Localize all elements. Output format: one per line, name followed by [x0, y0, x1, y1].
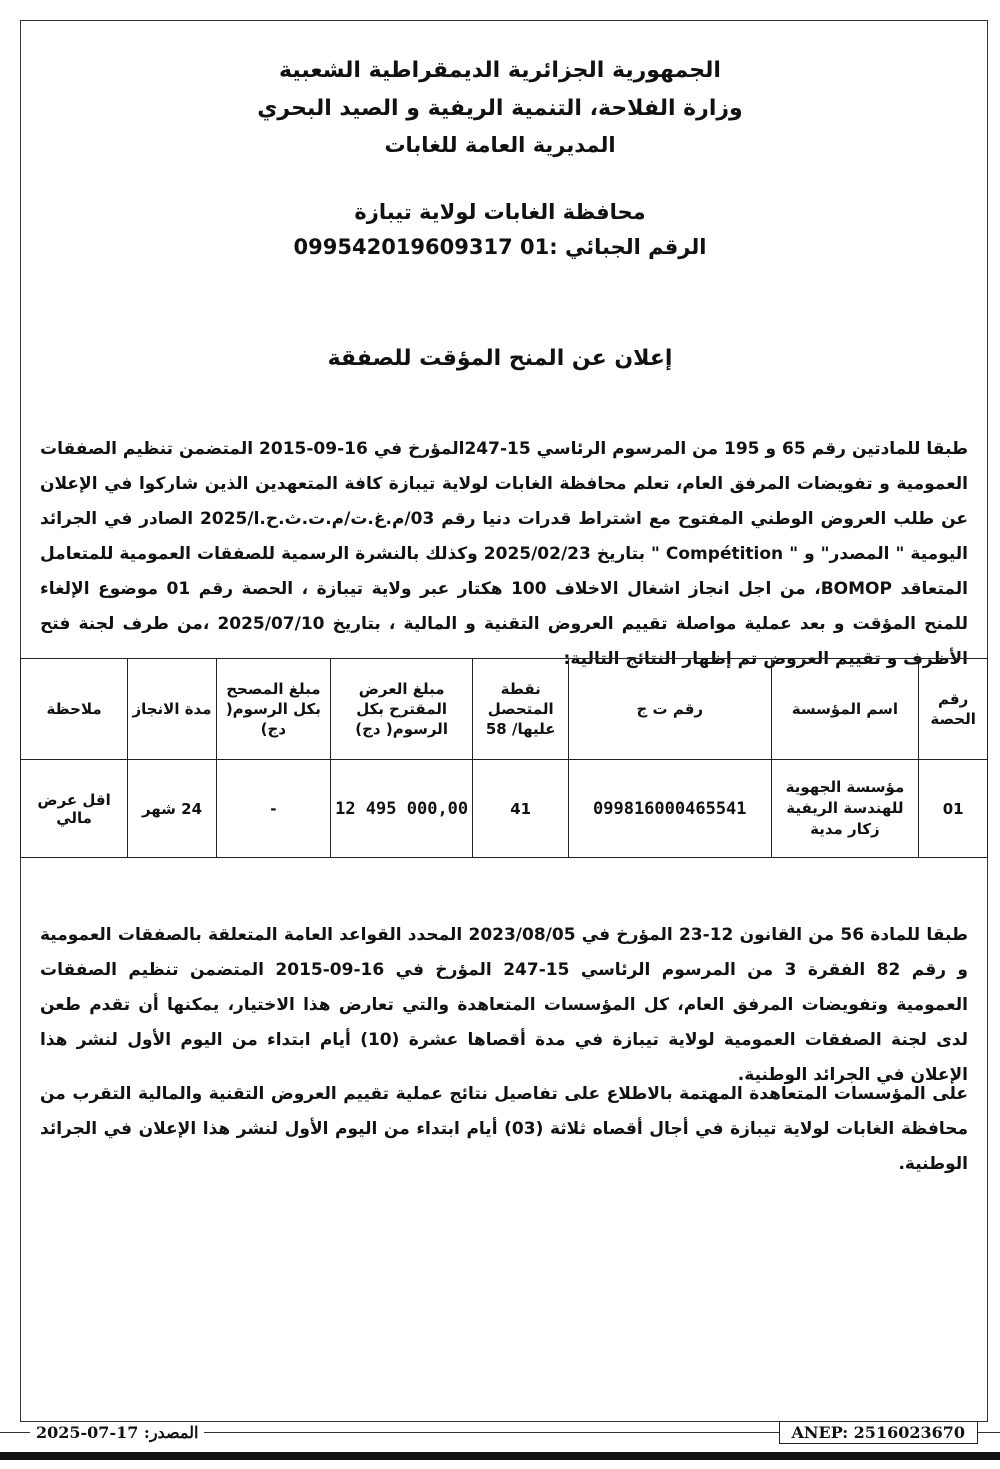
- footer-source: المصدر: 17-07-2025: [30, 1423, 204, 1442]
- page-title: إعلان عن المنح المؤقت للصفقة: [327, 346, 673, 371]
- header-directorate: المديرية العامة للغابات: [384, 133, 616, 157]
- table-header-row: [21, 659, 988, 760]
- intro-paragraph: طبقا للمادتين رقم 65 و 195 من المرسوم الرئاسي 15-247المؤرخ في 16-09-2015 المتضمن تنظيم الصفقات العمومية و تفويضات المرفق العام، تعلم محافظة الغابات لولاية تيبازة كافة المتعهدين الذين شاركوا في الإعلان عن طلب العروض الوطني المفتوح مع اشتراط قدرات دنيا رقم 03/م.غ.ت/م.ت.ث.ح.ا/2025 الصادر في الجرائد اليومية " المصدر" و " Compétition " بتاريخ 2025/02/23 وكذلك بالنشرة الرسمية للصفقات العمومية للمتعامل المتعاقد BOMOP، من اجل انجاز اشغال الاخلاف 100 هكتار عبر ولاية تيبازة ، الحصة رقم 01 موضوع الإلغاء للمنح المؤقت و بعد عملية مواصلة تقييم العروض التقنية و المالية ، بتاريخ 2025/07/10 ،من طرف لجنة فتح الأظرف و تقييم العروض تم إظهار النتائج التالية:: [40, 439, 968, 669]
- cell-company: مؤسسة الجهوية للهندسة الريفية زكار مدية: [771, 760, 919, 858]
- header-ministry: وزارة الفلاحة، التنمية الريفية و الصيد البحري: [257, 96, 743, 121]
- bottom-bar: [0, 1452, 1000, 1460]
- consultation-paragraph: على المؤسسات المتعاهدة المهتمة بالاطلاع على تفاصيل نتائج عملية تقييم العروض التقنية والمالية التقرب من محافظة الغابات لولاية تيبازة في أجال أقصاه ثلاثة (03) أيام ابتداء من اليوم الأول لنشر هذا الإعلان في الجرائد الوطنية.: [40, 1084, 968, 1174]
- cell-offer-amount: 12 495 000,00: [330, 760, 472, 858]
- column-header-company: اسم المؤسسة: [771, 659, 919, 760]
- header-conservation: محافظة الغابات لولاية تيبازة: [354, 200, 646, 224]
- cell-score: 41: [473, 760, 569, 858]
- table-row: [21, 760, 988, 858]
- appeal-paragraph: طبقا للمادة 56 من القانون 12-23 المؤرخ في 2023/08/05 المحدد القواعد العامة المتعلقة بالصفقات العمومية و رقم 82 الفقرة 3 من المرسوم الرئاسي 15-247 المؤرخ في 16-09-2015 المتضمن تنظيم الصفقات العمومية وتفويضات المرفق العام، كل المؤسسات المتعاهدة والتي تعارض هذا الاختيار، يمكنها أن تقدم طعن لدى لجنة الصفقات العمومية لولاية تيبازة في مدة أقصاها عشرة (10) أيام ابتداء من اليوم الأول لنشر هذا الإعلان في الجرائد الوطنية.: [40, 925, 969, 1085]
- cell-duration: 24 شهر: [128, 760, 217, 858]
- column-header-duration: مدة الانجاز: [128, 659, 217, 760]
- column-header-score: نقطة المتحصل عليها/ 58: [473, 659, 569, 760]
- column-header-tax-id: رقم ت ج: [569, 659, 772, 760]
- award-table: [20, 658, 988, 858]
- column-header-remark: ملاحظة: [21, 659, 128, 760]
- cell-lot: 01: [919, 760, 988, 858]
- footer-anep-reference: ANEP: 2516023670: [779, 1421, 979, 1444]
- header-republic: الجمهورية الجزائرية الديمقراطية الشعبية: [279, 58, 721, 83]
- header-tax-number: الرقم الجبائي :01 099542019609317: [293, 235, 707, 259]
- cell-corrected-amount: -: [216, 760, 330, 858]
- column-header-offer-amount: مبلغ العرض المقترح بكل الرسوم( دج): [330, 659, 472, 760]
- column-header-corrected-amount: مبلغ المصحح بكل الرسوم( دج): [216, 659, 330, 760]
- cell-tax-id: 099816000465541: [569, 760, 772, 858]
- column-header-lot: رقم الحصة: [919, 659, 988, 760]
- cell-remark: اقل عرض مالي: [21, 760, 128, 858]
